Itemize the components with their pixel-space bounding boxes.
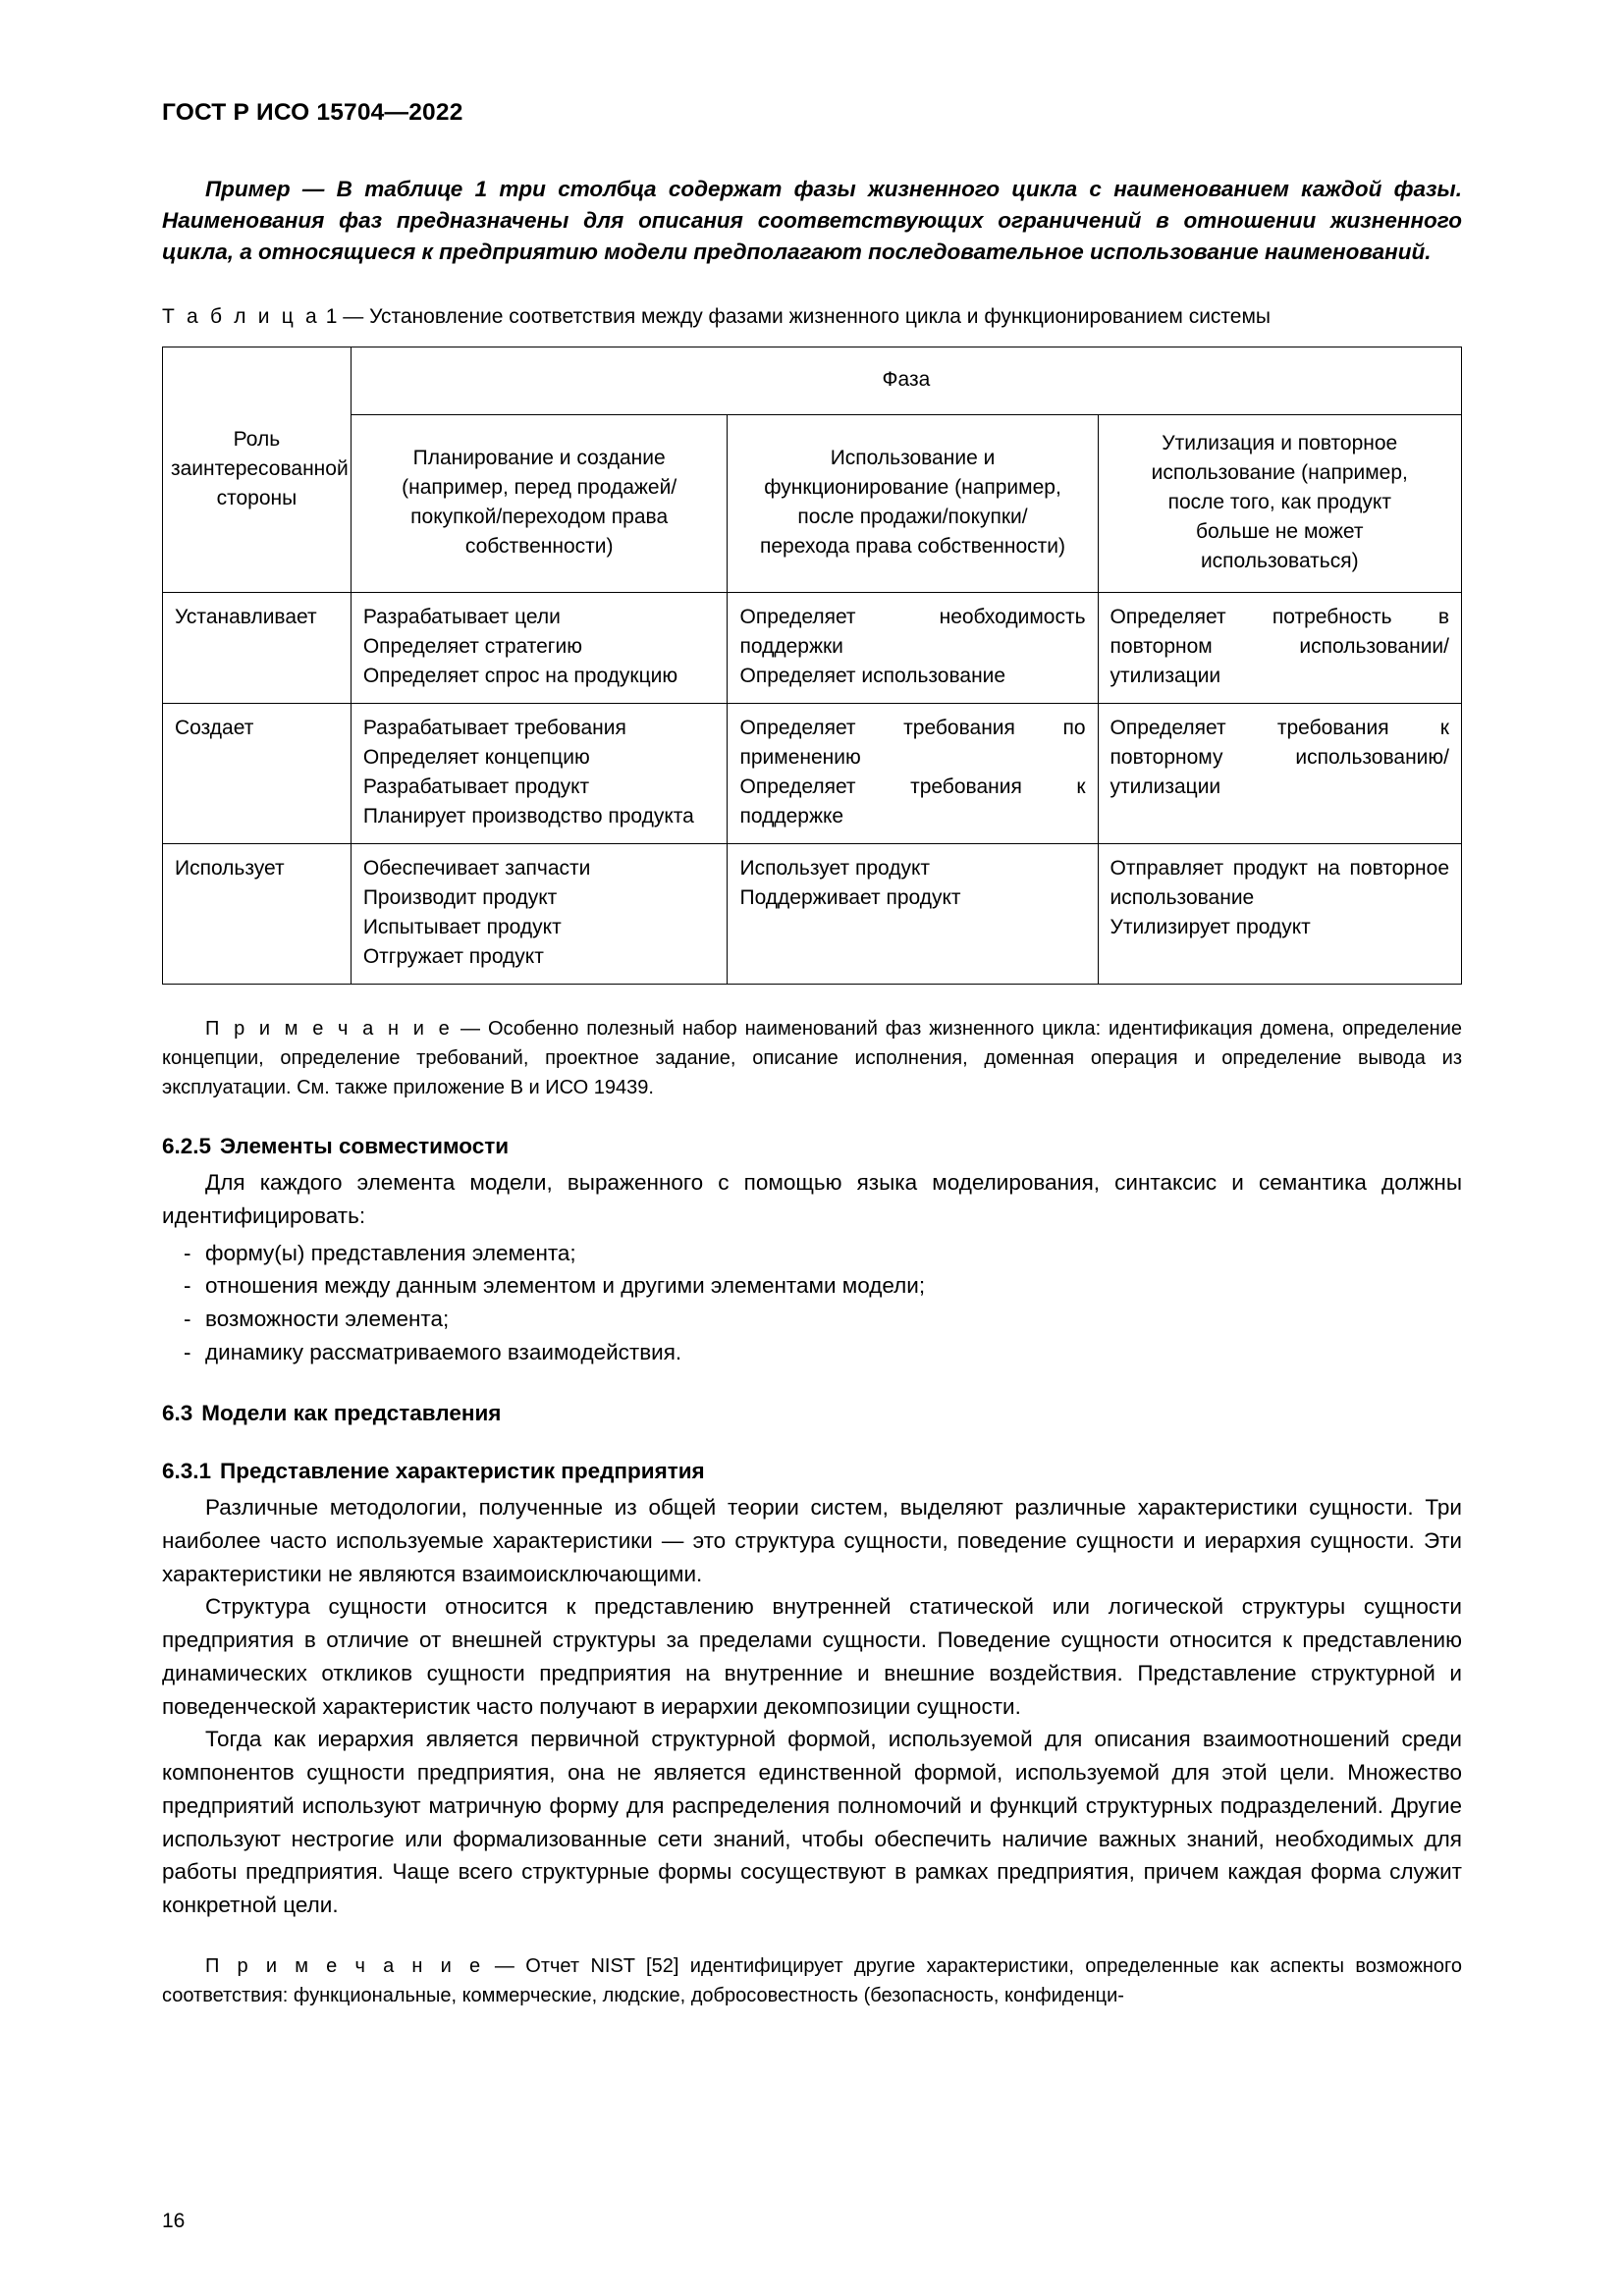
row2-cell1-line-2: Определяет концепцию <box>362 745 590 769</box>
heading-6-2-5-number: 6.2.5 <box>162 1133 212 1158</box>
col3-line-4: больше не может <box>1196 519 1364 543</box>
col3-line-1: Утилизация и повторное <box>1162 431 1398 454</box>
table-caption-number: 1 <box>325 305 338 329</box>
col2-line-3: после продажи/покупки/ <box>797 505 1028 528</box>
heading-6-2-5 <box>162 1132 1462 1160</box>
row3-cell1-line-3: Испытывает продукт <box>362 915 562 938</box>
heading-6-2-5-title: Элементы совместимости <box>220 1133 510 1158</box>
row1-cell1-line-2: Определяет стратегию <box>362 634 582 658</box>
table-note <box>162 1014 1462 1102</box>
row1-cell1-line-1: Разрабатывает цели <box>362 605 561 628</box>
col2-line-2: функционирование (например, <box>764 475 1061 499</box>
heading-6-3-1-number: 6.3.1 <box>162 1458 212 1483</box>
dash-marker-icon: - <box>184 1273 191 1299</box>
row2-cell-3: Определяет требования к повторному использованию/утилизации <box>1098 703 1461 843</box>
role-header-line-1: Роль <box>233 428 281 452</box>
table-caption-text: Установление соответствия между фазами жизненного цикла и функционированием системы <box>369 305 1272 329</box>
row2-cell1-line-1: Разрабатывает требования <box>362 716 626 739</box>
row3-cell2-line-1: Использует продукт <box>739 856 931 880</box>
col1-line-3: покупкой/переходом права <box>410 505 669 528</box>
dash-marker-icon: - <box>184 1307 191 1332</box>
row1-cell2-line-1: Определяет необходимость поддержки <box>739 605 1086 658</box>
col1-line-4: собственности) <box>464 534 614 558</box>
row2-cell-2 <box>728 703 1098 843</box>
list-item <box>162 1336 1462 1369</box>
heading-6-3-title: Модели как представления <box>201 1400 502 1425</box>
col2-line-4: перехода права собственности) <box>760 534 1066 558</box>
table-note-dash: — <box>460 1017 481 1040</box>
paragraph-6-3-1-b: Структура сущности относится к представлению внутренней статической или логической структуры сущности предприятия в отличие от внешней структуры за пределами сущности. Поведение сущности относится к представлению динамических откликов сущности предприятия на внутренние и внешние воздействия. Представление структурной и поведенческой характеристик часто получают в иерархии декомпозиции сущности. <box>162 1594 1462 1719</box>
row3-cell2-line-2: Поддерживает продукт <box>739 885 961 909</box>
row2-cell1-line-4: Планирует производство продукта <box>362 804 694 828</box>
row1-cell2-line-2: Определяет использование <box>739 664 1006 687</box>
row3-cell-3 <box>1098 843 1461 984</box>
paragraph-6-2-5: Для каждого элемента модели, выраженного с помощью языка моделирования, синтаксис и семантика должны идентифицировать: <box>162 1170 1462 1228</box>
nist-note <box>162 1951 1462 2010</box>
dash-marker-icon: - <box>184 1240 191 1265</box>
col1-line-2: (например, перед продажей/ <box>402 475 677 499</box>
row2-cell-1 <box>351 703 728 843</box>
list-item <box>162 1237 1462 1270</box>
row3-cell1-line-2: Производит продукт <box>362 885 558 909</box>
row1-cell-2 <box>728 592 1098 703</box>
table-row <box>163 703 1462 843</box>
table-header-col-3 <box>1098 414 1461 592</box>
row3-role: Использует <box>163 843 352 984</box>
role-header-line-3: стороны <box>216 487 298 510</box>
row2-cell2-line-1: Определяет требования по применению <box>739 716 1086 769</box>
table-row <box>163 592 1462 703</box>
row3-cell-1 <box>351 843 728 984</box>
row3-cell3-line-2: Утилизирует продукт <box>1110 915 1311 938</box>
row3-cell1-line-4: Отгружает продукт <box>362 944 544 968</box>
list-item <box>162 1303 1462 1336</box>
example-paragraph: Пример — В таблице 1 три столбца содержат фазы жизненного цикла с наименованием каждой фазы. Наименования фаз предназначены для описания соответствующих ограничений в отношении жизненного цикла, а относящиеся к предприятию модели предполагают последовательное использование наименований. <box>162 177 1462 265</box>
row3-cell3-line-1: Отправляет продукт на повторное использование <box>1110 856 1449 909</box>
row2-cell1-line-3: Разрабатывает продукт <box>362 774 590 798</box>
lifecycle-phase-table <box>162 347 1462 985</box>
list-item-label: отношения между данным элементом и другими элементами модели; <box>205 1273 926 1299</box>
col3-line-5: использоваться) <box>1200 549 1359 572</box>
nist-note-label: П р и м е ч а н и е <box>205 1954 484 1977</box>
table-header-phase: Фаза <box>351 347 1461 414</box>
col3-line-2: использование (например, <box>1151 460 1408 484</box>
paragraph-6-3-1-a: Различные методологии, полученные из общей теории систем, выделяют различные характеристики сущности. Три наиболее часто используемые характеристики — это структура сущности, поведение сущности и иерархия сущности. Эти характеристики не являются взаимоисключающими. <box>162 1495 1462 1586</box>
role-header-line-2: заинтересованной <box>171 457 349 481</box>
table-note-label: П р и м е ч а н и е <box>205 1017 454 1040</box>
table-caption <box>162 303 1462 330</box>
row3-cell-2 <box>728 843 1098 984</box>
row2-role: Создает <box>163 703 352 843</box>
heading-6-3-1 <box>162 1457 1462 1485</box>
table-header-row-columns <box>163 414 1462 592</box>
heading-6-3 <box>162 1399 1462 1427</box>
paragraph-6-3-1-c: Тогда как иерархия является первичной структурной формой, используемой для описания взаимоотношений среди компонентов сущности предприятия, она не является единственной формой, используемой для этой цели. Множество предприятий используют матричную форму для распределения полномочий и функций структурных подразделений. Другие используют нестрогие или формализованные сети знаний, чтобы обеспечить наличие важных знаний, необходимых для работы предприятия. Чаще всего структурные формы сосуществуют в рамках предприятия, причем каждая форма служит конкретной цели. <box>162 1727 1462 1918</box>
page-number: 16 <box>162 2210 186 2232</box>
page-header-title: ГОСТ Р ИСО 15704—2022 <box>162 99 463 126</box>
list-item <box>162 1269 1462 1303</box>
table-caption-dash: — <box>343 305 364 329</box>
heading-6-3-number: 6.3 <box>162 1400 193 1425</box>
row1-role: Устанавливает <box>163 592 352 703</box>
row1-cell-1 <box>351 592 728 703</box>
col2-line-1: Использование и <box>830 446 996 469</box>
list-item-label: формy(ы) представления элемента; <box>205 1240 576 1265</box>
dash-marker-icon: - <box>184 1339 191 1364</box>
row3-cell1-line-1: Обеспечивает запчасти <box>362 856 591 880</box>
row1-cell1-line-3: Определяет спрос на продукцию <box>362 664 678 687</box>
nist-note-text: Отчет NIST [52] идентифицирует другие характеристики, определенные как аспекты возможного соответствия: функциональные, коммерческие, людские, добросовестность (безопасность, конфиденци- <box>162 1954 1462 2006</box>
nist-note-dash: — <box>494 1954 514 1977</box>
col3-line-3: после того, как продукт <box>1167 490 1391 513</box>
compatibility-elements-list <box>162 1237 1462 1369</box>
table-note-text: Особенно полезный набор наименований фаз жизненного цикла: идентификация домена, определение концепции, определение требований, проектное задание, описание исполнения, доменная операция и определение вывода из эксплуатации. См. также приложение В и ИСО 19439. <box>162 1017 1462 1098</box>
list-item-label: возможности элемента; <box>205 1307 450 1332</box>
col1-line-1: Планирование и создание <box>412 446 666 469</box>
heading-6-3-1-title: Представление характеристик предприятия <box>220 1458 705 1483</box>
list-item-label: динамику рассматриваемого взаимодействия. <box>205 1339 682 1364</box>
table-header-col-2 <box>728 414 1098 592</box>
table-row <box>163 843 1462 984</box>
table-header-col-1 <box>351 414 728 592</box>
table-header-row-phase <box>163 347 1462 414</box>
row1-cell-3: Определяет потребность в повторном использовании/утилизации <box>1098 592 1461 703</box>
table-header-role <box>163 347 352 592</box>
row2-cell2-line-2: Определяет требования к поддержке <box>739 774 1086 828</box>
table-caption-label: Т а б л и ц а <box>162 305 320 329</box>
